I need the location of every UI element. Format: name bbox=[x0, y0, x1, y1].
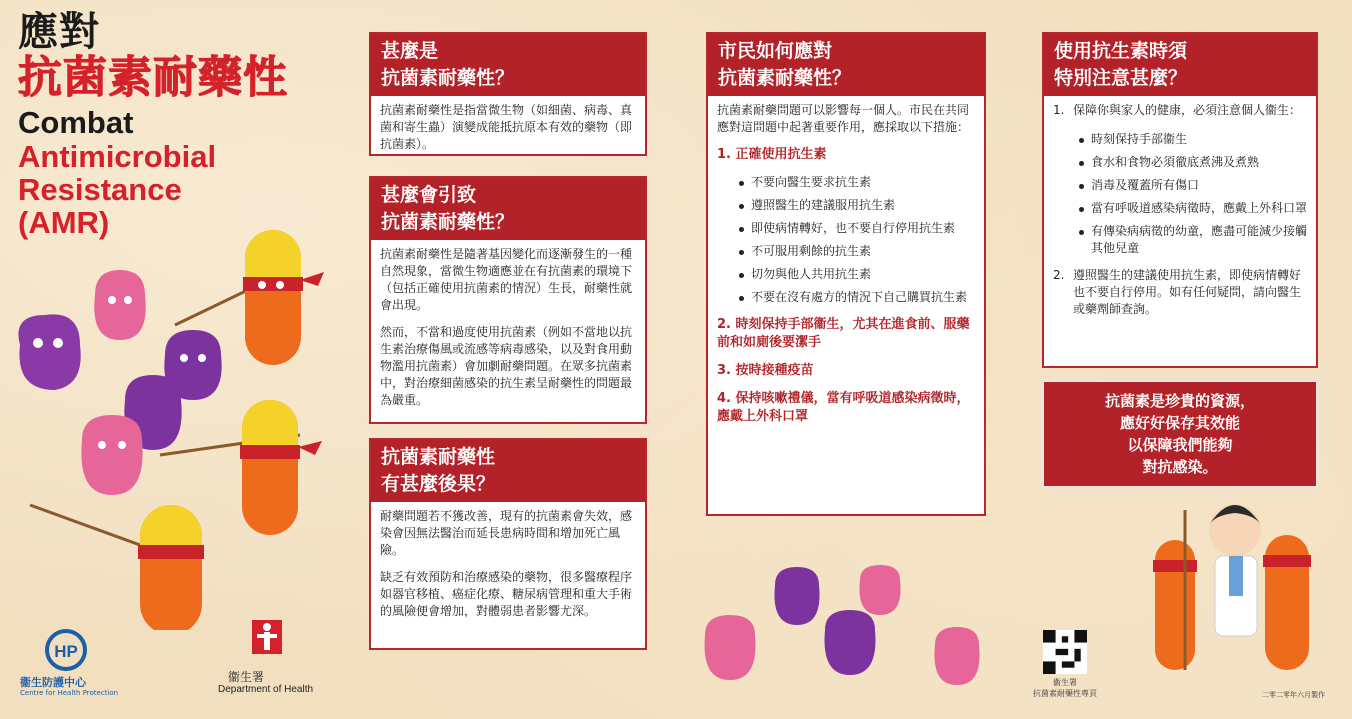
list-item: 不要在沒有處方的情況下自己購買抗生素 bbox=[739, 289, 975, 306]
card-body bbox=[371, 502, 645, 628]
card-heading bbox=[708, 34, 984, 96]
card-body bbox=[371, 96, 645, 161]
precaution-list bbox=[1053, 102, 1307, 318]
heading-line1: 甚麼是 bbox=[381, 40, 439, 62]
measure-1-list bbox=[717, 174, 975, 306]
capsule-character bbox=[138, 505, 204, 630]
list-item bbox=[1053, 102, 1307, 257]
heading-line1: 市民如何應對 bbox=[718, 40, 833, 62]
list-item: 消毒及覆蓋所有傷口 bbox=[1079, 177, 1307, 194]
purple-germ bbox=[774, 567, 819, 625]
qr-code-block bbox=[1025, 630, 1105, 710]
list-item: 即使病情轉好，也不要自行停用抗生素 bbox=[739, 220, 975, 237]
card-body bbox=[708, 96, 984, 434]
title-en-line4: (AMR) bbox=[18, 205, 110, 240]
card-heading bbox=[371, 34, 645, 96]
heading-line2: 特別注意甚麼？ bbox=[1054, 67, 1188, 89]
item-number: 1. bbox=[1053, 103, 1065, 117]
doh-name-en: Department of Health bbox=[218, 684, 314, 695]
heading-line1: 甚麼會引致 bbox=[381, 184, 477, 206]
pink-germ bbox=[859, 565, 900, 615]
title-zh-line1: 應對 bbox=[18, 9, 100, 55]
print-date: 二零二零年六月製作 bbox=[1262, 691, 1325, 699]
item-number: 2. bbox=[1053, 268, 1065, 282]
slogan-line2: 應好好保存其效能 bbox=[1119, 414, 1240, 432]
svg-text:HP: HP bbox=[54, 642, 78, 661]
chp-logo bbox=[18, 628, 118, 698]
qr-caption-line2: 抗菌素耐藥性專頁 bbox=[1033, 689, 1097, 698]
qr-code-icon[interactable] bbox=[1043, 630, 1087, 674]
card-what-is-amr bbox=[369, 32, 647, 156]
card-heading bbox=[1044, 34, 1316, 96]
slogan-line1: 抗菌素是珍貴的資源， bbox=[1104, 392, 1255, 410]
pink-germ bbox=[705, 615, 756, 680]
capsule-character bbox=[240, 400, 322, 535]
heading-line1: 抗菌素耐藥性 bbox=[381, 446, 496, 468]
heading-line2: 抗菌素耐藥性？ bbox=[381, 67, 515, 89]
germs-vs-capsules-illustration bbox=[0, 225, 340, 630]
list-item bbox=[1053, 267, 1307, 318]
card-heading bbox=[371, 178, 645, 240]
title-zh-line2: 抗菌素耐藥性 bbox=[18, 52, 288, 103]
list-item: 當有呼吸道感染病徵時，應戴上外科口罩 bbox=[1079, 200, 1307, 217]
card-public-actions bbox=[706, 32, 986, 516]
card-causes-of-amr bbox=[369, 176, 647, 424]
chp-name-zh: 衞生防護中心 bbox=[20, 676, 86, 689]
card-body bbox=[1044, 96, 1316, 334]
poster-title bbox=[18, 10, 288, 239]
list-item: 食水和食物必須徹底煮沸及煮熟 bbox=[1079, 154, 1307, 171]
pink-germ bbox=[934, 627, 979, 685]
card-intro: 抗菌素耐藥問題可以影響每一個人。市民在共同應對這問題中起著重要作用，應採取以下措施： bbox=[717, 103, 970, 134]
qr-caption-line1: 衞生署 bbox=[1053, 678, 1077, 687]
card-heading bbox=[371, 440, 645, 502]
heading-line2: 抗菌素耐藥性？ bbox=[381, 211, 515, 233]
list-item: 不要向醫生要求抗生素 bbox=[739, 174, 975, 191]
slogan-line4: 對抗感染。 bbox=[1142, 458, 1218, 476]
chp-emblem-icon bbox=[44, 628, 88, 672]
card-paragraph: 然而，不當和過度使用抗菌素（例如不當地以抗生素治療傷風或流感等病毒感染，以及對食用動物濫用抗菌素）會加劇耐藥問題。在眾多抗菌素中，對治療細菌感染的抗生素呈耐藥性的問題最為嚴重。 bbox=[380, 325, 633, 407]
title-en-line3: Resistance bbox=[18, 172, 182, 207]
doh-logo bbox=[214, 620, 324, 700]
title-en-line2: Antimicrobial bbox=[18, 139, 217, 174]
list-item: 遵照醫生的建議服用抗生素 bbox=[739, 197, 975, 214]
card-consequences-of-amr bbox=[369, 438, 647, 650]
list-item: 切勿與他人共用抗生素 bbox=[739, 266, 975, 283]
bottom-germs-illustration bbox=[680, 565, 1000, 715]
item-text: 遵照醫生的建議使用抗生素，即使病情轉好也不要自行停用。如有任何疑問，請向醫生或藥劑師查詢。 bbox=[1073, 268, 1302, 316]
hygiene-list bbox=[1073, 131, 1307, 257]
pink-germ bbox=[81, 415, 142, 495]
item-text: 保障你與家人的健康，必須注意個人衞生： bbox=[1073, 103, 1302, 117]
purple-germ bbox=[18, 314, 80, 390]
capsule-character bbox=[243, 230, 324, 365]
chp-name-en: Centre for Health Protection bbox=[20, 689, 119, 697]
purple-germ bbox=[825, 610, 876, 675]
doh-name-zh: 衞生署 bbox=[228, 670, 265, 684]
card-paragraph: 耐藥問題若不獲改善，現有的抗菌素會失效，感染會因無法醫治而延長患病時間和增加死亡風險。 bbox=[380, 509, 633, 557]
heading-line2: 抗菌素耐藥性？ bbox=[718, 67, 852, 89]
card-text: 抗菌素耐藥性是指當微生物（如細菌、病毒、真菌和寄生蟲）演變成能抵抗原本有效的藥物（即抗菌素）。 bbox=[380, 103, 633, 151]
card-paragraph: 抗菌素耐藥性是隨著基因變化而逐漸發生的一種自然現象，當微生物適應並在有抗菌素的環境下（包括正確使用抗菌素的情況）生長，耐藥性就會出現。 bbox=[380, 247, 633, 312]
slogan-box bbox=[1042, 380, 1318, 488]
card-body bbox=[371, 240, 645, 417]
measure-3: 3. 按時接種疫苗 bbox=[717, 363, 814, 378]
heading-line1: 使用抗生素時須 bbox=[1054, 40, 1188, 62]
list-item: 有傳染病病徵的幼童，應盡可能減少接觸其他兒童 bbox=[1079, 223, 1307, 257]
doh-emblem-icon bbox=[252, 620, 282, 654]
measure-1: 1. 正確使用抗生素 bbox=[717, 147, 827, 162]
pink-germ bbox=[94, 270, 145, 340]
list-item: 時刻保持手部衞生 bbox=[1079, 131, 1307, 148]
heading-line2: 有甚麼後果？ bbox=[381, 473, 496, 495]
title-en-line1: Combat bbox=[18, 105, 134, 140]
card-antibiotic-precautions bbox=[1042, 32, 1318, 368]
card-paragraph: 缺乏有效預防和治療感染的藥物，很多醫療程序如器官移植、癌症化療、糖尿病管理和重大手術的風險便會增加，對體弱患者影響尤深。 bbox=[380, 570, 633, 618]
measure-2: 2. 時刻保持手部衞生，尤其在進食前、服藥前和如廁後要潔手 bbox=[717, 317, 970, 350]
measure-4: 4. 保持咳嗽禮儀，當有呼吸道感染病徵時，應戴上外科口罩 bbox=[717, 391, 970, 424]
slogan-line3: 以保障我們能夠 bbox=[1127, 436, 1233, 454]
list-item: 不可服用剩餘的抗生素 bbox=[739, 243, 975, 260]
doctor-and-capsules-illustration bbox=[1145, 490, 1325, 680]
